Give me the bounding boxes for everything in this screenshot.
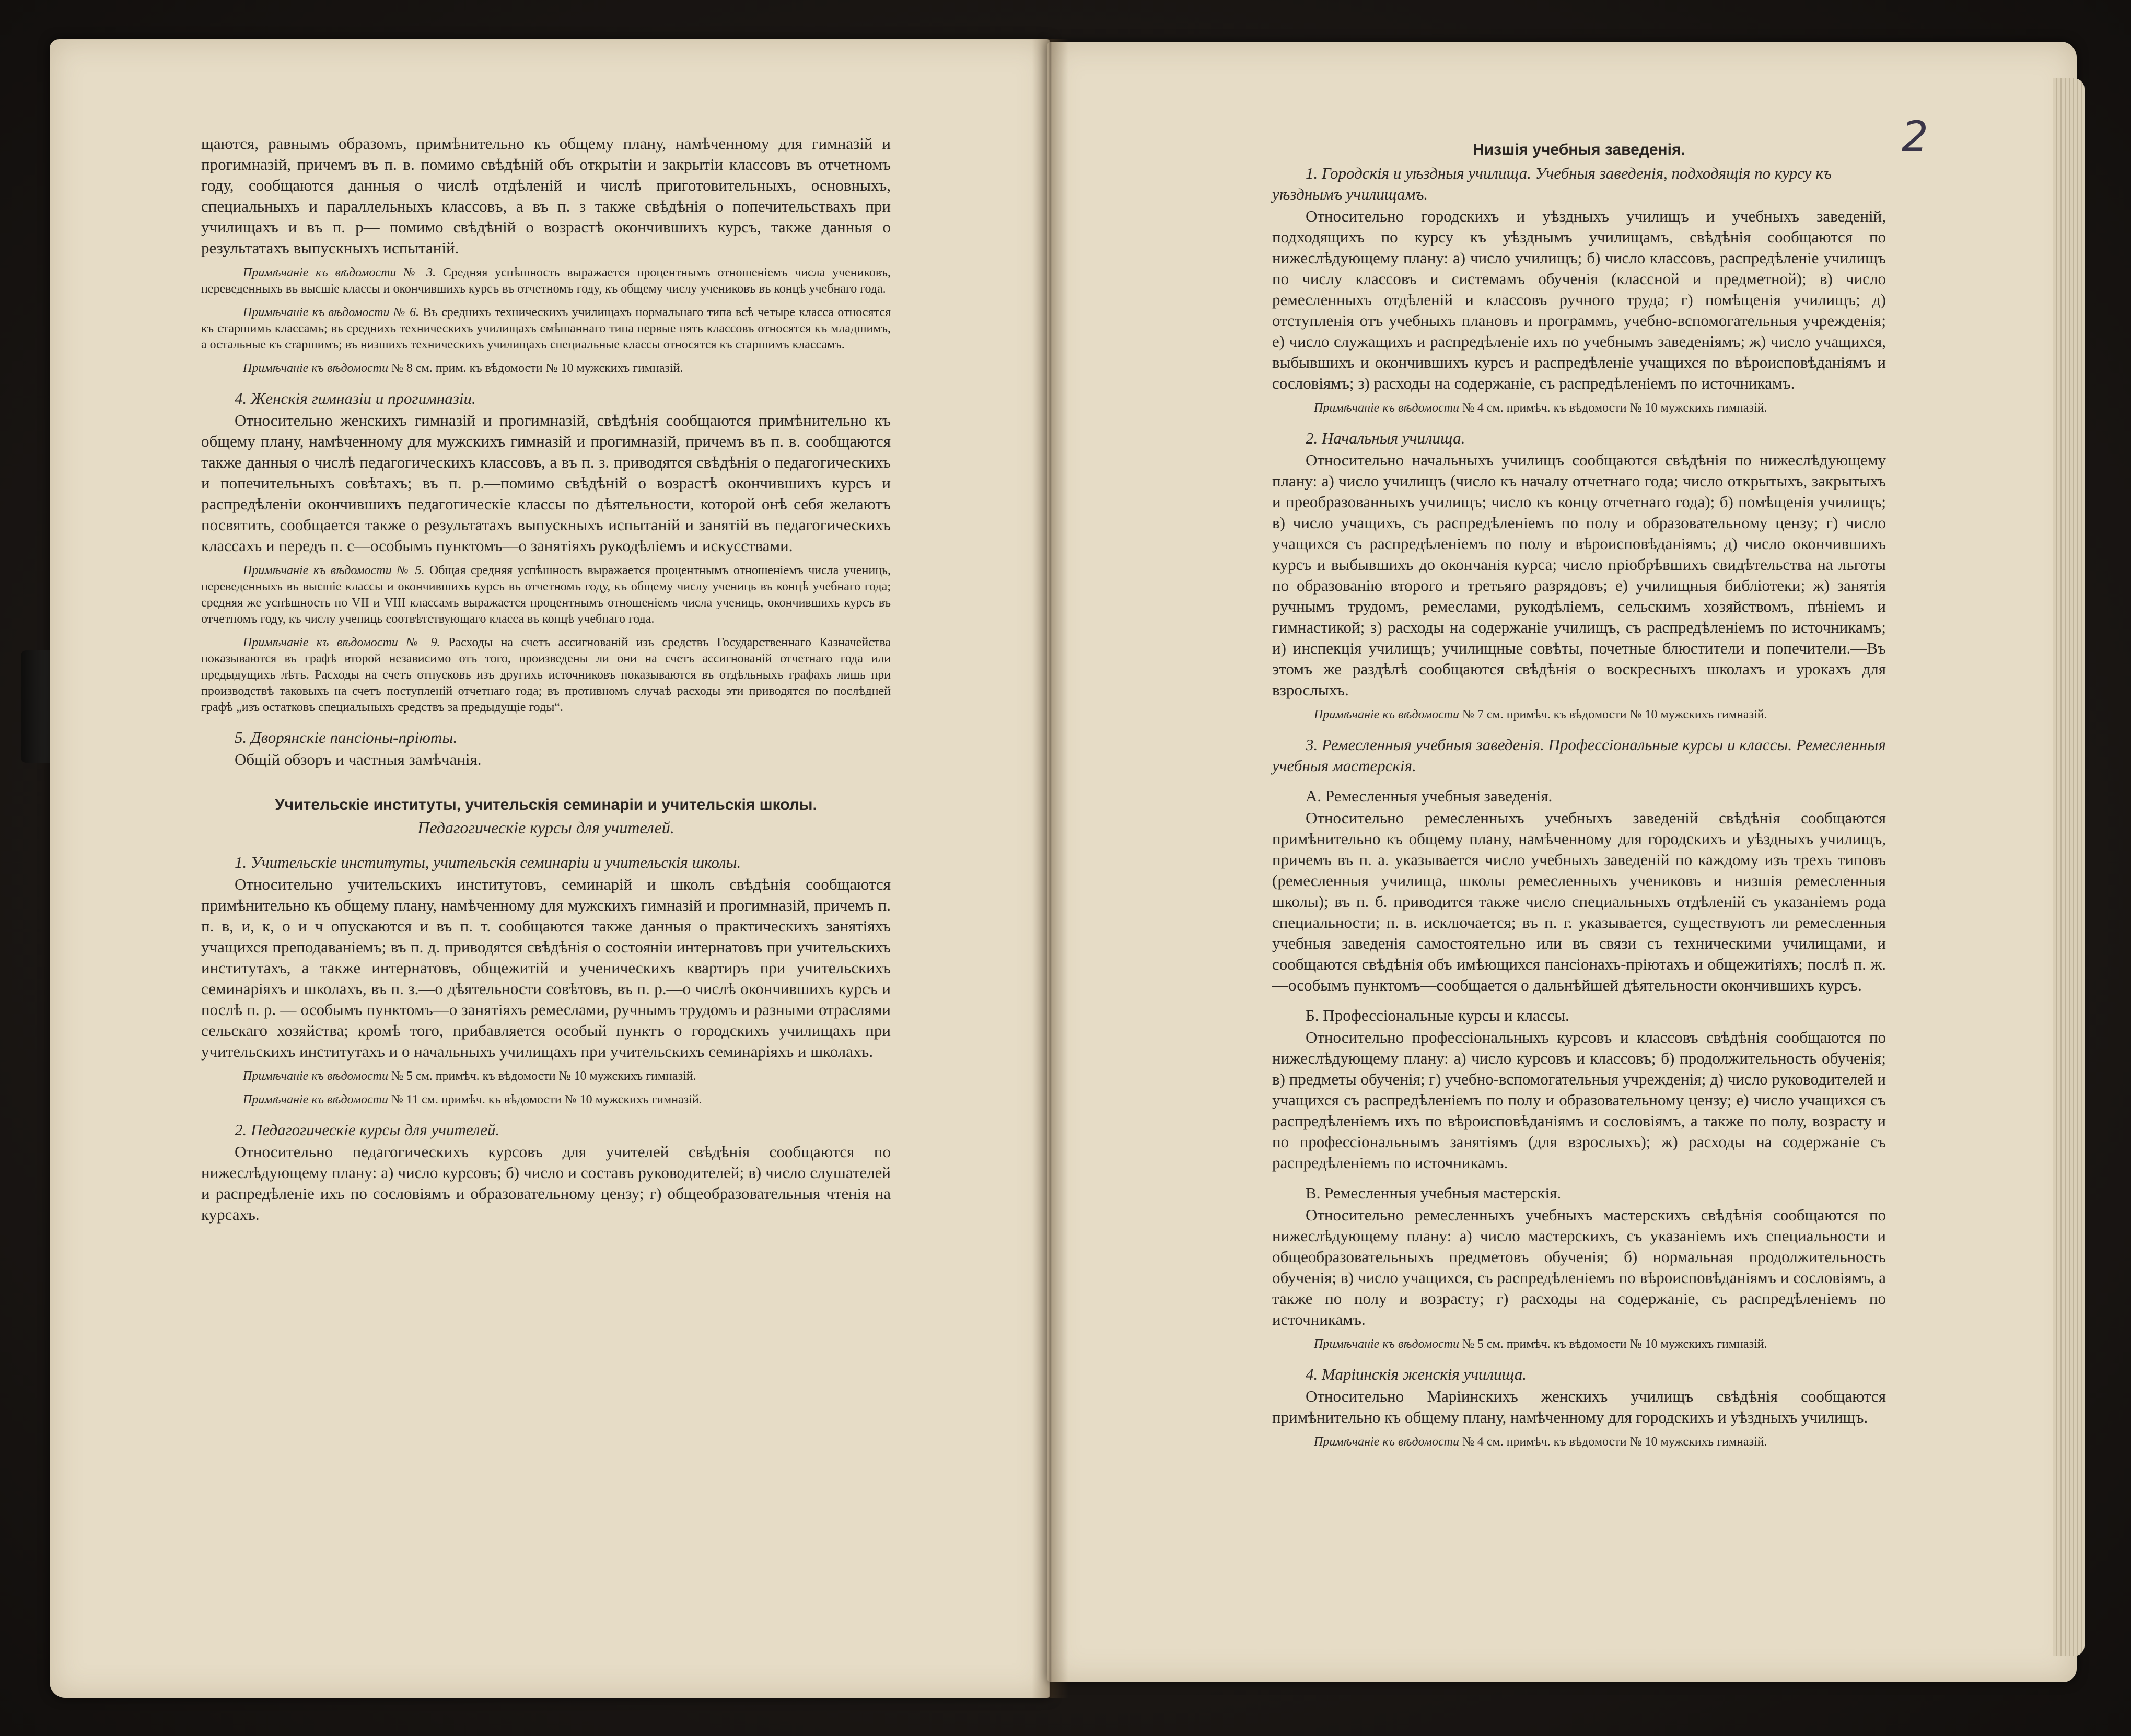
footnote-text: № 5 см. примѣч. къ вѣдомости № 10 мужскихъ гимназій. bbox=[391, 1069, 696, 1083]
subsection-heading: 2. Педагогическіе курсы для учителей. bbox=[235, 1121, 500, 1139]
subsection-letter-heading: В. Ремесленныя учебныя мастерскія. bbox=[1306, 1184, 1562, 1202]
section-title: Низшія учебныя заведенія. bbox=[1473, 141, 1685, 158]
subsection-letter-heading: Б. Профессіональные курсы и классы. bbox=[1306, 1006, 1569, 1024]
paragraph: Относительно учительскихъ институтовъ, семинарій и школъ свѣдѣнія сообщаются примѣнительно къ общему плану, намѣченному для мужскихъ гимназій и прогимназій, причемъ п. п. в, и, к, о и ч опускаются и въ п. т. сообщаются также данныя о практическихъ занятіяхъ учащихся преподаваніемъ; въ п. д. приводятся свѣдѣнія о состояніи интернатовъ при учительскихъ институтахъ, а также интернатовъ, общежитій и ученическихъ квартиръ при учительскихъ семинаріяхъ и школахъ, въ п. з.—о дѣятельности совѣтовъ, въ п. р.—о числѣ окончившихъ курсъ и послѣ п. р. — особымъ пунктомъ—о занятіяхъ ремеслами, ручнымъ трудомъ и разными отраслями сельскаго хозяйства; кромѣ того, прибавляется особый пунктъ о городскихъ училищахъ при учительскихъ институтахъ и о начальныхъ училищахъ при учительскихъ семинаріяхъ и школахъ. bbox=[201, 875, 891, 1061]
paragraph: Относительно начальныхъ училищъ сообщаются свѣдѣнія по нижеслѣдующему плану: а) число училищъ (число къ началу отчетнаго года; число открытыхъ, закрытыхъ и преобразованныхъ училищъ; число къ концу отчетнаго года); б) помѣщенія училищъ; в) число учащихъ, съ распредѣленіемъ по полу и образовательному цензу; г) число учащихся съ распредѣленіемъ по полу и вѣроисповѣданіямъ; д) число окончившихъ курсъ и выбывшихъ до окончанія курса; число пріобрѣвшихъ свидѣтельства на льготы по образованію второго и третьяго разрядовъ; е) училищныя библіотеки; ж) занятія ручнымъ трудомъ, ремеслами, рукодѣліемъ, сельскимъ хозяйствомъ, пѣніемъ и гимнастикой; з) расходы на содержаніе училищъ, съ распредѣленіемъ по источникамъ; и) инспекція училищъ; училищные совѣты, почетные блюстители и попечители.—Въ этомъ же раздѣлѣ сообщаются свѣдѣнія о воскресныхъ школахъ и урокахъ для взрослыхъ. bbox=[1272, 451, 1886, 699]
left-column bbox=[201, 133, 891, 1225]
subsection-heading: 4. Маріинскія женскія училища. bbox=[1306, 1365, 1527, 1383]
footnote-label: Примѣчаніе къ вѣдомости bbox=[1314, 1337, 1459, 1351]
paragraph: Относительно ремесленныхъ учебныхъ мастерскихъ свѣдѣнія сообщаются по нижеслѣдующему плану: а) число мастерскихъ, съ указаніемъ ихъ специальности и общеобразовательныхъ предметовъ обученія; б) нормальная продолжительность обученія; в) число учащихся, съ распредѣленіемъ по вѣроисповѣданіямъ и сословіямъ, а также по полу и возрасту; г) расходы на содержаніе, съ распредѣленіемъ по источникамъ. bbox=[1272, 1206, 1886, 1329]
paragraph: Относительно Маріинскихъ женскихъ училищъ свѣдѣнія сообщаются примѣнительно къ общему плану, намѣченному для городскихъ и уѣздныхъ училищъ. bbox=[1272, 1387, 1886, 1426]
footnote bbox=[1272, 1336, 1886, 1353]
footnote bbox=[201, 1068, 891, 1085]
footnote-text: № 5 см. примѣч. къ вѣдомости № 10 мужскихъ гимназій. bbox=[1462, 1337, 1767, 1351]
section-subtitle: Педагогическіе курсы для учителей. bbox=[417, 818, 674, 837]
footnote-text: Общая средняя успѣшность выражается процентнымъ отношеніемъ числа учениць, переведенныхъ въ высшіе классы и окончившихъ курсъ въ отчетномъ году, къ общему числу учениць въ концѣ учебнаго года; средняя же успѣшность по VII и VIII классамъ выражается процентнымъ отношеніемъ числа учениць, окончившихъ курсъ въ отчетномъ году, къ числу учениць соотвѣтствующаго класса въ концѣ учебнаго года. bbox=[201, 564, 891, 626]
footnote bbox=[201, 563, 891, 627]
subsection-heading: 2. Начальныя училища. bbox=[1306, 429, 1465, 447]
subsection-heading: 4. Женскія гимназіи и прогимназіи. bbox=[235, 389, 476, 407]
footnote-label: Примѣчаніе къ вѣдомости bbox=[243, 1093, 388, 1106]
paragraph: Относительно городскихъ и уѣздныхъ училищъ и учебныхъ заведеній, подходящихъ по курсу къ уѣзднымъ училищамъ, свѣдѣнія сообщаются по нижеслѣдующему плану: а) число училищъ; б) число классовъ, распредѣленіе училищъ по числу классовъ и системамъ обученія (классной и предметной); в) число ремесленныхъ отдѣленій и классовъ ручного труда; г) помѣщенія училищъ; д) отступленія отъ учебныхъ плановъ и программъ, учебно-вспомогательныя учрежденія; е) число служащихъ и распредѣленіе ихъ по учебнымъ заведеніямъ; ж) число учащихся, выбывшихъ и окончившихъ курсъ и распредѣленіе учащихся по вѣроисповѣданіямъ и сословіямъ; з) расходы на содержаніе, съ распредѣленіемъ по источникамъ. bbox=[1272, 207, 1886, 392]
footnote-text: № 11 см. примѣч. къ вѣдомости № 10 мужскихъ гимназій. bbox=[391, 1093, 702, 1106]
footnote-text: Средняя успѣшность выражается процентнымъ отношеніемъ числа учениковъ, переведенныхъ въ высшіе классы и окончившихъ курсъ въ отчетномъ году, къ общему числу учениковъ въ концѣ учебнаго года. bbox=[201, 266, 891, 296]
footnote-label: Примѣчаніе къ вѣдомости № 5. bbox=[243, 564, 425, 577]
footnote bbox=[1272, 707, 1886, 723]
footnote-text: № 4 см. примѣч. къ вѣдомости № 10 мужскихъ гимназій. bbox=[1462, 401, 1767, 415]
footnote-label: Примѣчаніе къ вѣдомости bbox=[243, 1069, 388, 1083]
subsection-heading: 1. Городскія и уѣздныя училища. Учебныя заведенія, подходящія по курсу къ уѣзднымъ училищамъ. bbox=[1272, 164, 1832, 203]
footnote bbox=[201, 635, 891, 716]
paragraph: Относительно ремесленныхъ учебныхъ заведеній свѣдѣнія сообщаются примѣнительно къ общему плану, намѣченному для городскихъ и уѣздныхъ училищъ, причемъ въ п. а. указывается число учебныхъ заведеній по каждому изъ трехъ типовъ (ремесленныя училища, школы ремесленныхъ учениковъ и низшія ремесленныя школы); въ п. б. приводится также число специальныхъ отдѣленій съ указаніемъ рода специальности; п. в. исключается; въ п. г. указывается, существуютъ ли ремесленныя учебныя заведенія самостоятельно или въ связи съ техническими училищами, и сообщаются свѣдѣнія объ имѣющихся пансіонахъ-пріютахъ и общежитіяхъ; послѣ п. ж.—особымъ пунктомъ—сообщается о дальнѣйшей дѣятельности окончившихъ курсъ. bbox=[1272, 809, 1886, 994]
footnote-label: Примѣчаніе къ вѣдомости № 6. bbox=[243, 306, 420, 319]
subsection-heading: 5. Дворянскіе пансіоны-пріюты. bbox=[235, 728, 458, 747]
subsection-letter-heading: А. Ремесленныя учебныя заведенія. bbox=[1306, 787, 1553, 805]
paragraph: щаются, равнымъ образомъ, примѣнительно къ общему плану, намѣченному для гимназій и прогимназій, причемъ въ п. в. помимо свѣдѣній объ открытіи и закрытіи классовъ въ отчетномъ году, сообщаются данныя о числѣ отдѣленій и числѣ приготовительныхъ, основныхъ, специальныхъ и параллельныхъ классовъ, а въ п. з также свѣдѣнія о попечительствахъ при училищахъ и въ п. р— помимо свѣдѣній о возрастѣ окончившихъ курсъ, также данныя о результатахъ выпускныхъ испытаній. bbox=[201, 134, 891, 257]
footnote-label: Примѣчаніе къ вѣдомости bbox=[1314, 401, 1459, 415]
footnote bbox=[201, 360, 891, 377]
page-number: 2 bbox=[1902, 112, 1928, 161]
footnote-text: № 8 см. прим. къ вѣдомости № 10 мужскихъ гимназій. bbox=[391, 362, 683, 375]
footnote-text: Расходы на счетъ ассигнованій изъ средствъ Государственнаго Казначейства показываются въ графѣ второй независимо отъ того, произведены ли они на счетъ ассигнованій отчетнаго года или предыдущихъ лѣтъ. Расходы на счетъ отпусковъ изъ другихъ источниковъ показываются въ отдѣльныхъ графахъ лишь при производствѣ таковыхъ на счетъ поступленій отчетнаго года; въ противномъ случаѣ расходы эти приводятся по послѣдней графѣ „изъ остатковъ специальныхъ средствъ за предыдущіе годы“. bbox=[201, 636, 891, 714]
subsection-heading: 1. Учительскіе институты, учительскія семинаріи и учительскія школы. bbox=[235, 853, 741, 871]
footnote bbox=[201, 305, 891, 353]
section-title: Учительскіе институты, учительскія семинаріи и учительскія школы. bbox=[275, 796, 817, 813]
footnote-label: Примѣчаніе къ вѣдомости bbox=[1314, 708, 1459, 721]
right-column bbox=[1272, 141, 1886, 1458]
footnote bbox=[1272, 400, 1886, 416]
page-edges bbox=[2053, 78, 2085, 1656]
footnote bbox=[201, 1092, 891, 1108]
footnote bbox=[1272, 1434, 1886, 1450]
footnote-label: Примѣчаніе къ вѣдомости bbox=[243, 362, 388, 375]
footnote bbox=[201, 265, 891, 297]
paragraph: Относительно профессіональныхъ курсовъ и классовъ свѣдѣнія сообщаются по нижеслѣдующему плану: а) число курсовъ и классовъ; б) продолжительность обученія; в) предметы обученія; г) учебно-вспомогательныя учрежденія; д) число руководителей и учащихся съ распредѣленіемъ по полу и образовательному цензу; е) число учащихся съ распредѣленіемъ ихъ по вѣроисповѣданіямъ и сословіямъ, а также по полу, возрасту и по профессіональнымъ занятіямъ (для взрослыхъ); ж) расходы на содержаніе съ распредѣленіемъ по источникамъ. bbox=[1272, 1028, 1886, 1172]
footnote-label: Примѣчаніе къ вѣдомости bbox=[1314, 1435, 1459, 1449]
footnote-text: Въ среднихъ техническихъ училищахъ нормальнаго типа всѣ четыре класса относятся къ старшимъ классамъ; въ среднихъ техническихъ училищахъ смѣшаннаго типа первые пять классовъ относятся къ младшимъ, а остальные къ старшимъ; въ низшихъ техническихъ училищахъ специальные классы относятся къ старшимъ классамъ. bbox=[201, 306, 891, 352]
subsection-heading: 3. Ремесленныя учебныя заведенія. Профессіональные курсы и классы. Ремесленныя учебныя мастерскія. bbox=[1272, 736, 1886, 775]
footnote-text: № 7 см. примѣч. къ вѣдомости № 10 мужскихъ гимназій. bbox=[1462, 708, 1767, 721]
paragraph: Общій обзоръ и частныя замѣчанія. bbox=[235, 750, 482, 768]
paragraph: Относительно педагогическихъ курсовъ для учителей свѣдѣнія сообщаются по нижеслѣдующему плану: а) число курсовъ; б) число и составъ руководителей; в) число слушателей и распредѣленіе ихъ по сословіямъ и образовательному цензу; г) общеобразовательныя чтенія на курсахъ. bbox=[201, 1143, 891, 1224]
book-spine bbox=[1032, 39, 1068, 1698]
footnote-text: № 4 см. примѣч. къ вѣдомости № 10 мужскихъ гимназій. bbox=[1462, 1435, 1767, 1449]
footnote-label: Примѣчаніе къ вѣдомости № 9. bbox=[243, 636, 440, 649]
footnote-label: Примѣчаніе къ вѣдомости № 3. bbox=[243, 266, 436, 279]
paragraph: Относительно женскихъ гимназій и прогимназій, свѣдѣнія сообщаются примѣнительно къ общему плану, намѣченному для мужскихъ гимназій и прогимназій, причемъ въ п. в. сообщаются также данныя о числѣ педагогическихъ классовъ, а въ п. з. приводятся свѣдѣнія о педагогическихъ и попечительныхъ совѣтахъ; въ п. р.—помимо свѣдѣній о возрастѣ окончившихъ курсъ и распредѣленіи окончившихъ педагогическіе классы по дѣятельности, которой онѣ себя желаютъ посвятить, сообщается также о результатахъ выпускныхъ испытаній и занятій въ педагогическихъ классахъ и передъ п. с—особымъ пунктомъ—о занятіяхъ рукодѣліемъ и искусствами. bbox=[201, 411, 891, 555]
